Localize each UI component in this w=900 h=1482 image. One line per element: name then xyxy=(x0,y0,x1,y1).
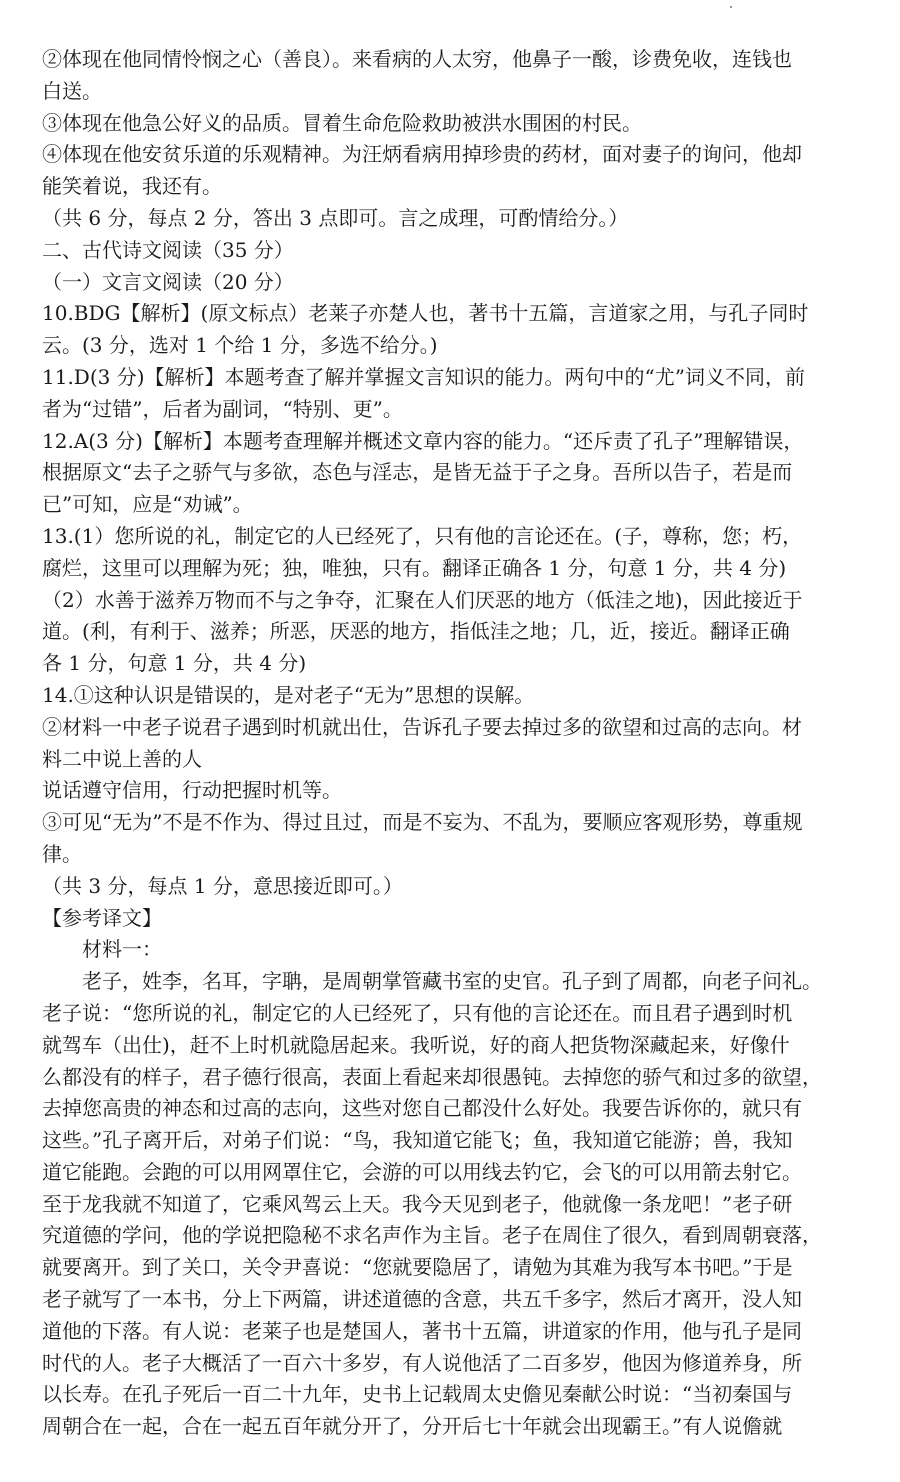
text-line: 就要离开。到了关口，关令尹喜说：“您就要隐居了，请勉为其难为我写本书吧。”于是 xyxy=(42,1255,793,1280)
text-line: ②体现在他同情怜悯之心（善良）。来看病的人太穷，他鼻子一酸，诊费免收，连钱也 xyxy=(42,47,792,71)
text-line: 14.①这种认识是错误的，是对老子“无为”思想的误解。 xyxy=(42,682,535,707)
text-line: 13.(1）您所说的礼，制定它的人已经死了，只有他的言论还在。(子，尊称，您；朽， xyxy=(42,523,803,548)
text-line: 老子说：“您所说的礼，制定它的人已经死了，只有他的言论还在。而且君子遇到时机 xyxy=(42,1000,793,1025)
text-line: （2）水善于滋养万物而不与之争夺，汇聚在人们厌恶的地方（低洼之地)，因此接近于 xyxy=(42,587,803,612)
text-line: 这些。”孔子离开后，对弟子们说：“鸟，我知道它能飞；鱼，我知道它能游；兽，我知 xyxy=(42,1128,793,1153)
text-line: 者为“过错”，后者为副词，“特别、更”。 xyxy=(42,396,403,421)
text-line: 道它能跑。会跑的可以用网罩住它，会游的可以用线去钓它，会飞的可以用箭去射它。 xyxy=(42,1159,802,1184)
text-line: 去掉您高贵的神态和过高的志向，这些对您自己都没什么好处。我要告诉你的，就只有 xyxy=(42,1096,802,1121)
scan-speck xyxy=(730,6,732,8)
text-line: ②材料一中老子说君子遇到时机就出仕，告诉孔子要去掉过多的欲望和过高的志向。材 xyxy=(42,714,802,739)
text-line: 已”可知，应是“劝诫”。 xyxy=(42,492,253,517)
text-line: 12.A(3 分)【解析】本题考查理解并概述文章内容的能力。“还斥责了孔子”理解错误， xyxy=(42,428,804,453)
text-line: 时代的人。老子大概活了一百六十多岁，有人说他活了二百多岁，他因为修道养身，所 xyxy=(42,1350,802,1375)
text-line: （共 3 分，每点 1 分，意思接近即可。） xyxy=(42,873,403,898)
text-line: 律。 xyxy=(42,841,82,866)
text-line: 究道德的学问，他的学说把隐秘不求名声作为主旨。老子在周住了很久，看到周朝衰落， xyxy=(42,1223,822,1248)
text-line: 云。(3 分，选对 1 个给 1 分，多选不给分。) xyxy=(42,333,438,358)
text-line: ③可见“无为”不是不作为、得过且过，而是不妄为、不乱为，要顺应客观形势，尊重规 xyxy=(42,810,803,835)
text-line: 能笑着说，我还有。 xyxy=(42,174,222,199)
text-line: ③体现在他急公好义的品质。冒着生命危险救助被洪水围困的村民。 xyxy=(42,110,642,135)
text-line: 至于龙我就不知道了，它乘风驾云上天。我今天见到老子，他就像一条龙吧！”老子研 xyxy=(42,1191,793,1216)
text-line: 说话遵守信用，行动把握时机等。 xyxy=(42,778,342,803)
text-line: 料二中说上善的人 xyxy=(42,746,202,771)
text-line: 就驾车（出仕)，赶不上时机就隐居起来。我听说，好的商人把货物深藏起来，好像什 xyxy=(42,1032,790,1057)
text-line: 白送。 xyxy=(42,78,102,103)
text-line: 根据原文“去子之骄气与多欲，态色与淫志，是皆无益于子之身。吾所以告子，若是而 xyxy=(42,460,793,485)
text-line: （共 6 分，每点 2 分，答出 3 点即可。言之成理，可酌情给分。） xyxy=(42,205,629,230)
text-line: 以长寿。在孔子死后一百二十九年，史书上记载周太史儋见秦献公时说：“当初秦国与 xyxy=(42,1382,793,1407)
text-line: 周朝合在一起，合在一起五百年就分开了，分开后七十年就会出现霸王。”有人说儋就 xyxy=(42,1414,783,1439)
text-line: 材料一： xyxy=(82,937,162,962)
text-line: 么都没有的样子，君子德行很高，表面上看起来却很愚钝。去掉您的骄气和过多的欲望， xyxy=(42,1064,822,1089)
text-line: 老子，姓李，名耳，字聃，是周朝掌管藏书室的史官。孔子到了周都，向老子问礼。 xyxy=(82,969,822,994)
text-line: 腐烂，这里可以理解为死；独，唯独，只有。翻译正确各 1 分，句意 1 分，共 4 分) xyxy=(42,555,787,580)
document-body xyxy=(42,44,864,1443)
text-line: 二、古代诗文阅读（35 分） xyxy=(42,237,294,262)
text-line: 老子就写了一本书，分上下两篇，讲述道德的含意，共五千多字，然后才离开，没人知 xyxy=(42,1287,802,1312)
text-line: （一）文言文阅读（20 分） xyxy=(42,269,294,294)
text-line: 道他的下落。有人说：老莱子也是楚国人，著书十五篇，讲道家的作用，他与孔子是同 xyxy=(42,1318,802,1343)
text-line: ④体现在他安贫乐道的乐观精神。为汪炳看病用掉珍贵的药材，面对妻子的询问，他却 xyxy=(42,142,802,167)
text-line: 各 1 分，句意 1 分，共 4 分) xyxy=(42,651,307,676)
text-line: 道。(利，有利于、滋养；所恶，厌恶的地方，指低洼之地；几，近，接近。翻译正确 xyxy=(42,619,790,644)
text-line: 11.D(3 分)【解析】本题考查了解并掌握文言知识的能力。两句中的“尤”词义不同，前 xyxy=(42,364,805,389)
text-line: 【参考译文】 xyxy=(42,905,162,930)
text-line: 10.BDG【解析】(原文标点）老莱子亦楚人也，著书十五篇，言道家之用，与孔子同时 xyxy=(42,301,809,326)
